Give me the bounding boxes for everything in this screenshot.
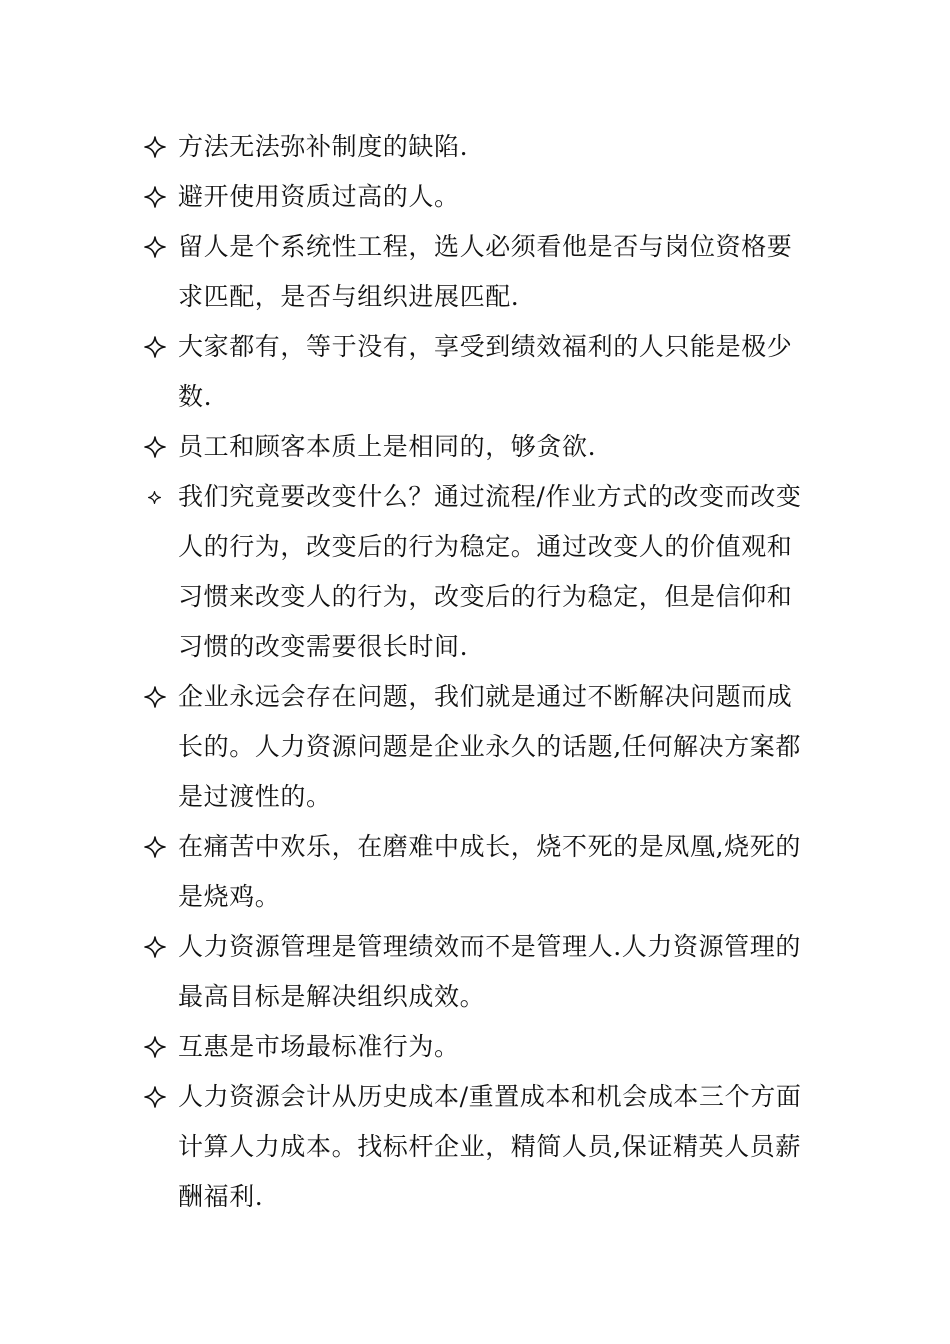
four-pointed-star-icon <box>142 1072 178 1122</box>
list-item <box>142 1072 814 1222</box>
list-item <box>142 322 814 422</box>
four-pointed-star-icon <box>142 322 178 372</box>
four-pointed-star-icon <box>142 1022 178 1072</box>
list-item <box>142 172 814 222</box>
list-item <box>142 422 814 472</box>
bullet-text: 在痛苦中欢乐，在磨难中成长，烧不死的是凤凰,烧死的是烧鸡。 <box>178 832 801 911</box>
list-item <box>142 122 814 172</box>
list-item <box>142 222 814 322</box>
four-pointed-star-icon <box>142 222 178 272</box>
list-item <box>142 672 814 822</box>
bullet-text: 人力资源管理是管理绩效而不是管理人.人力资源管理的最高目标是解决组织成效。 <box>178 932 801 1011</box>
bullet-text: 企业永远会存在问题，我们就是通过不断解决问题而成长的。人力资源问题是企业永久的话题,任何解决方案都是过渡性的。 <box>178 682 801 811</box>
bullet-text: 互惠是市场最标准行为。 <box>178 1032 460 1061</box>
list-item <box>142 922 814 1022</box>
bullet-text: 避开使用资质过高的人。 <box>178 182 460 211</box>
four-pointed-star-icon <box>142 822 178 872</box>
four-pointed-star-icon <box>142 122 178 172</box>
bullet-text: 大家都有，等于没有，享受到绩效福利的人只能是极少数. <box>178 332 793 411</box>
bullet-text: 我们究竟要改变什么？通过流程/作业方式的改变而改变人的行为，改变后的行为稳定。通过改变人的价值观和习惯来改变人的行为，改变后的行为稳定，但是信仰和习惯的改变需要很长时间. <box>178 482 802 661</box>
bullet-text: 留人是个系统性工程，选人必须看他是否与岗位资格要求匹配，是否与组织进展匹配. <box>178 232 793 311</box>
bullet-text: 员工和顾客本质上是相同的，够贪欲. <box>178 432 597 461</box>
bullet-list <box>142 122 814 1222</box>
bullet-text: 人力资源会计从历史成本/重置成本和机会成本三个方面计算人力成本。找标杆企业，精简人员,保证精英人员薪酬福利. <box>178 1082 802 1211</box>
list-item <box>142 472 814 672</box>
list-item <box>142 822 814 922</box>
list-item <box>142 1022 814 1072</box>
bullet-text: 方法无法弥补制度的缺陷. <box>178 132 469 161</box>
four-pointed-star-icon <box>142 172 178 222</box>
four-pointed-star-icon <box>142 922 178 972</box>
small-four-pointed-star-icon <box>142 472 178 522</box>
four-pointed-star-icon <box>142 672 178 722</box>
four-pointed-star-icon <box>142 422 178 472</box>
